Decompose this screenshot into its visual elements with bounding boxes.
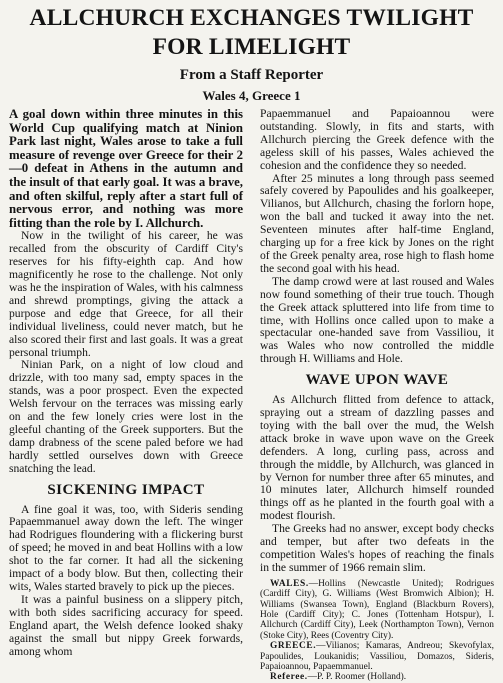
body-paragraph: It was a painful business on a slippery pitch, with both sides sacrificing accuracy for speed. England apart, the Welsh defence looked shaky against the small but nippy Greek forwards, among whom bbox=[9, 592, 243, 658]
body-paragraph: After 25 minutes a long through pass seemed safely covered by Papoulides and his goalkeeper, Vilianos, but Allchurch, chasing the forlorn hope, won the ball and tucked it away into the net. Seventeen minutes after half-time England, charging up for a free kick by Jones on the right of the Greek penalty area, rose high to flash home the second goal with his head. bbox=[260, 171, 494, 275]
body-paragraph: Ninian Park, on a night of low cloud and drizzle, with too many sad, empty spaces in the stands, was a poor prospect. Even the expected Welsh fervour on the terraces was missing early on and the few lonely cries were lost in the gleeful chanting of the Greek supporters. But the damp drabness of the scene paled before we had hardly settled ourselves down with Greece snatching the lead. bbox=[9, 358, 243, 475]
subheading-wave-upon-wave: WAVE UPON WAVE bbox=[305, 372, 449, 389]
referee-name: —P. P. Roomer (Holland). bbox=[307, 672, 407, 683]
headline-line-2: FOR LIMELIGHT bbox=[152, 34, 351, 60]
referee-line bbox=[260, 672, 494, 682]
greece-lineup bbox=[260, 641, 494, 672]
wales-players: —Hollins (Newcastle United); Rodrigues (Cardiff City), G. Williams (West Bromwich Albion); H. Williams (Swansea Town), England (Blackburn Rovers), Hole (Cardiff City); C. Jones (Tottenham Hotspur), I. Allchurch (Cardiff City), Leek (Northampton Town), Vernon (Stoke City), Rees (Coventry City). bbox=[260, 578, 494, 641]
article-columns bbox=[9, 108, 494, 683]
headline bbox=[9, 4, 494, 62]
referee-label: Referee. bbox=[270, 672, 308, 683]
subheading-sickening-impact: SICKENING IMPACT bbox=[47, 481, 205, 498]
headline-line-1: ALLCHURCH EXCHANGES TWILIGHT bbox=[29, 5, 474, 31]
match-score: Wales 4, Greece 1 bbox=[202, 88, 301, 103]
body-paragraph: Now in the twilight of his career, he was recalled from the obscurity of Cardiff City's reserves for his fifty-eighth cap. And how magnificently he rose to the challenge. Not only was he the inspiration of Wales, with his calmness and shrewd promptings, giving the attack a purpose and edge that Greece, for all their individual liveliness, could never match, but he also scored their first and last goals. It was a great personal triumph. bbox=[9, 229, 243, 359]
left-column bbox=[9, 108, 243, 683]
body-paragraph: Papaemmanuel and Papaioannou were outstanding. Slowly, in fits and starts, with Allchurch piercing the Greek defence with the ageless skill of his passes, Wales achieved the cohesion and the confidence they so needed. bbox=[260, 107, 494, 172]
wales-lineup bbox=[260, 579, 494, 641]
team-lineups bbox=[260, 579, 494, 683]
body-paragraph: A fine goal it was, too, with Sideris sending Papaemmanuel away down the left. The winger had Rodrigues floundering with a flickering burst of speed; he moved in and beat Hollins with a low shot to the far corner. It had all the sickening impact of a body blow. But then, collecting their wits, Wales started bravely to pick up the pieces. bbox=[9, 502, 243, 593]
lead-paragraph: A goal down within three minutes in this World Cup qualifying match at Ninion Park last night, Wales arose to take a full measure of revenge over Greece for their 2—0 defeat in Athens in the autumn and the insult of that early goal. It was a brave, and often skilful, reply after a start full of nervous error, and nothing was more fitting than the role by I. Allchurch. bbox=[9, 107, 243, 230]
body-paragraph: The Greeks had no answer, except body checks and temper, but after two defeats in the competition Wales's hopes of reaching the finals in the summer of 1966 remain slim. bbox=[260, 522, 494, 574]
right-column bbox=[260, 108, 494, 683]
greece-players: —Vilianos; Kamaras, Andreou; Skevofylax, Papoulides, Loukanidis; Vassiliou, Domazos, Sideris, Papaioannou, Papaemmanuel. bbox=[260, 641, 494, 673]
greece-label: GREECE. bbox=[270, 641, 317, 652]
byline: From a Staff Reporter bbox=[179, 67, 324, 83]
wales-label: WALES. bbox=[270, 578, 309, 589]
body-paragraph: The damp crowd were at last roused and Wales now found something of their true touch. Though the Greek attack spluttered into life from time to time, with Hollins once called upon to make a spectacular one-handed save from Vassiliou, it was Wales who now controlled the middle through H. Williams and Hole. bbox=[260, 274, 494, 366]
body-paragraph: As Allchurch flitted from defence to attack, spraying out a stream of dazzling passes and toying with the ball over the mud, the Welsh attack broke in wave upon wave on the Greek defenders. A long, curling pass, across and through the middle, by Allchurch, was glanced in by Vernon for number three after 65 minutes, and 10 minutes later, Allchurch himself rounded things off as he planted in the fourth goal with a modest flourish. bbox=[260, 393, 494, 523]
